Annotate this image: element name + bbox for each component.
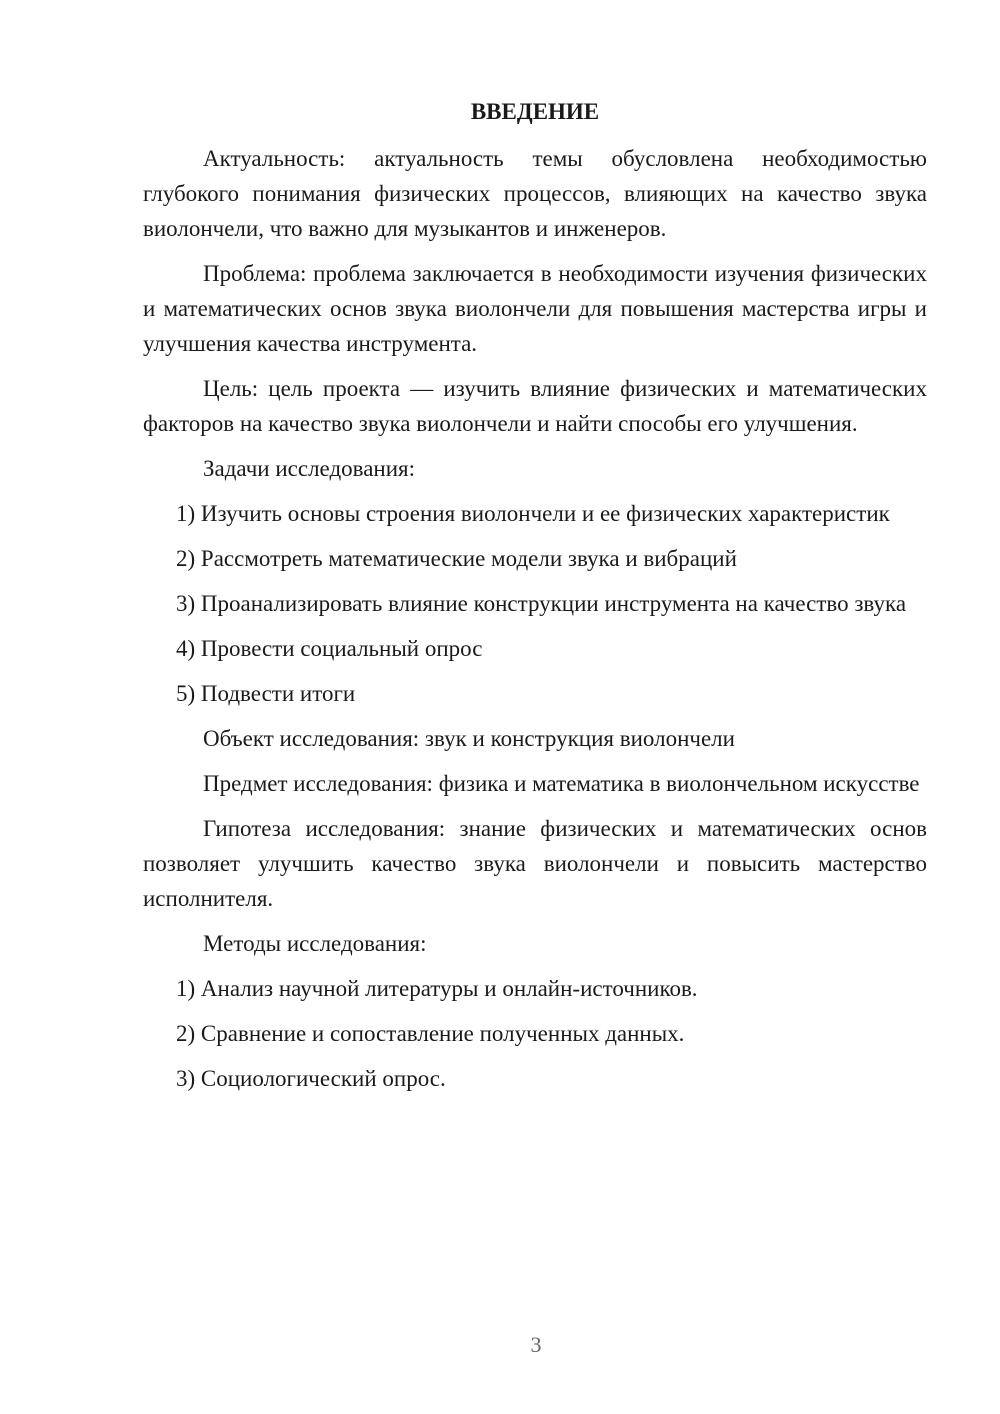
paragraph-methods-heading: Методы исследования: — [203, 931, 427, 956]
paragraph-subject: Предмет исследования: физика и математика в виолончельном искусстве — [203, 771, 920, 796]
paragraph-relevance: Актуальность: актуальность темы обусловлена необходимостью глубокого понимания физических процессов, влияющих на качество звука виолончели, что важно для музыкантов и инженеров. — [143, 146, 927, 241]
list-item-method-3: 3) Социологический опрос. — [176, 1066, 446, 1091]
paragraph-goal: Цель: цель проекта — изучить влияние физических и математических факторов на качество звука виолончели и найти способы его улучшения. — [143, 376, 927, 436]
paragraph-problem: Проблема: проблема заключается в необходимости изучения физических и математических основ звука виолончели для повышения мастерства игры и улучшения качества инструмента. — [143, 261, 927, 356]
list-item-method-1: 1) Анализ научной литературы и онлайн-источников. — [176, 976, 698, 1001]
list-item-task-4: 4) Провести социальный опрос — [176, 636, 483, 661]
list-item-method-2: 2) Сравнение и сопоставление полученных данных. — [176, 1021, 685, 1046]
paragraph-hypothesis: Гипотеза исследования: знание физических и математических основ позволяет улучшить качество звука виолончели и повысить мастерство исполнителя. — [143, 816, 927, 911]
list-item-task-3: 3) Проанализировать влияние конструкции инструмента на качество звука — [176, 591, 907, 616]
list-item-task-5: 5) Подвести итоги — [176, 681, 356, 706]
list-item-task-1: 1) Изучить основы строения виолончели и ее физических характеристик — [176, 501, 890, 526]
section-title: ВВЕДЕНИЕ — [470, 99, 600, 124]
paragraph-object: Объект исследования: звук и конструкция виолончели — [203, 726, 735, 751]
document-body — [143, 94, 927, 1106]
list-item-task-2: 2) Рассмотреть математические модели звука и вибраций — [176, 546, 737, 571]
paragraph-tasks-heading: Задачи исследования: — [203, 456, 416, 481]
page-number: 3 — [530, 1332, 542, 1357]
